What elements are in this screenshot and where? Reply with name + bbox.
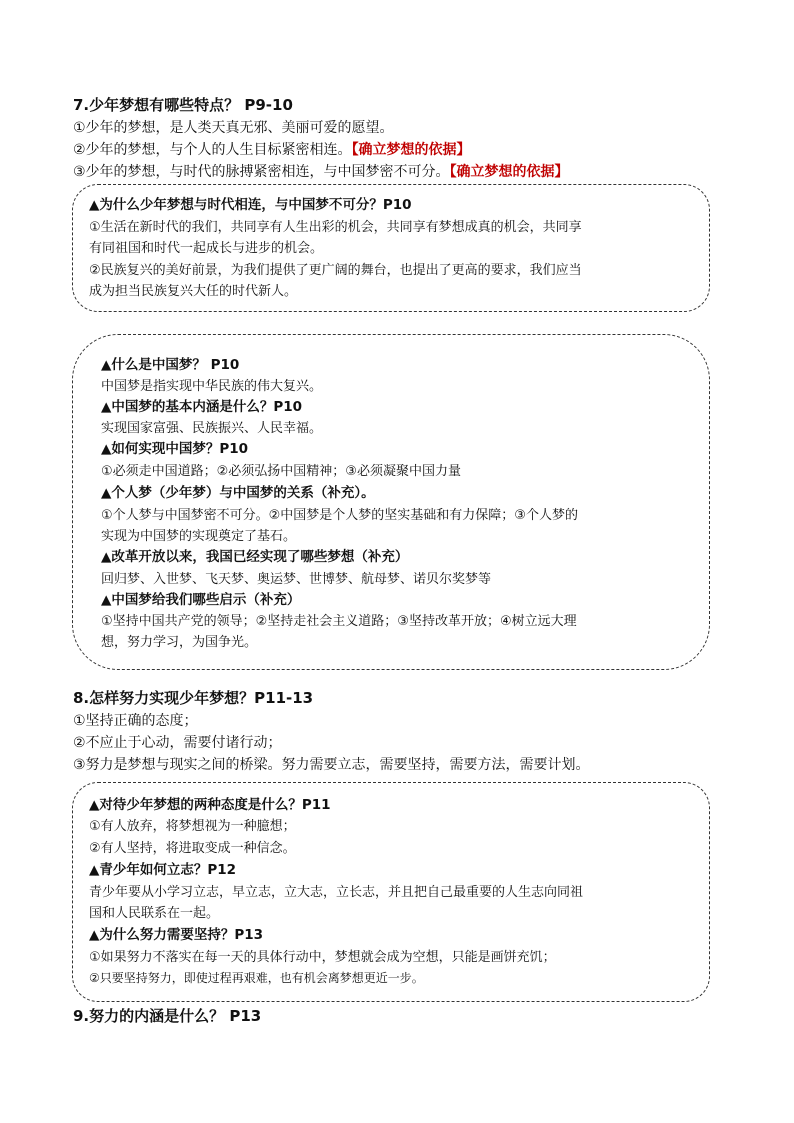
box-china-dream <box>72 334 710 670</box>
box-answer-line: ①如果努力不落实在每一天的具体行动中，梦想就会成为空想，只能是画饼充饥； <box>89 950 556 965</box>
box-answer-line: ①生活在新时代的我们，共同享有人生出彩的机会，共同享有梦想成真的机会，共同享 <box>89 220 582 235</box>
section-7-item-1 <box>73 117 394 139</box>
box-why-dream-linked <box>72 184 710 312</box>
box-question: ▲中国梦的基本内涵是什么？P10 <box>101 399 303 415</box>
box-answer-line: ①个人梦与中国梦密不可分。②中国梦是个人梦的坚实基础和有力保障；③个人梦的 <box>101 508 578 523</box>
section-7-item-2 <box>73 139 471 161</box>
box-answer-line: 想，努力学习，为国争光。 <box>101 635 258 650</box>
box-answer-line: 实现国家富强、民族振兴、人民幸福。 <box>101 421 323 436</box>
box-answer-line: 有同祖国和时代一起成长与进步的机会。 <box>89 241 324 256</box>
box-answer-line: 回归梦、入世梦、飞天梦、奥运梦、世博梦、航母梦、诺贝尔奖梦等 <box>101 572 492 587</box>
box-question: ▲为什么努力需要坚持？P13 <box>89 927 264 943</box>
section-8-title: 8.怎样努力实现少年梦想？P11-13 <box>73 689 314 707</box>
box-answer-line: 实现为中国梦的实现奠定了基石。 <box>101 529 297 544</box>
section-7-item-3 <box>73 161 569 183</box>
item-text: ③少年的梦想，与时代的脉搏紧密相连，与中国梦密不可分。 <box>73 164 450 180</box>
box-answer-line: ①坚持中国共产党的领导；②坚持走社会主义道路；③坚持改革开放；④树立远大理 <box>101 614 577 629</box>
box-answer-line: 中国梦是指实现中华民族的伟大复兴。 <box>101 379 323 394</box>
box-question: ▲为什么少年梦想与时代相连，与中国梦不可分？P10 <box>89 197 412 213</box>
box-answer-line: 国和人民联系在一起。 <box>89 906 220 921</box>
box-question: ▲青少年如何立志？P12 <box>89 862 237 878</box>
box-question: ▲什么是中国梦？ P10 <box>101 357 240 373</box>
box-answer-line: ①必须走中国道路；②必须弘扬中国精神；③必须凝聚中国力量 <box>101 464 461 479</box>
box-question: ▲改革开放以来，我国已经实现了哪些梦想（补充） <box>101 549 409 565</box>
box-answer-line: 成为担当民族复兴大任的时代新人。 <box>89 284 298 299</box>
basis-tag: 【确立梦想的依据】 <box>449 164 569 180</box>
box-answer-line: ②民族复兴的美好前景，为我们提供了更广阔的舞台，也提出了更高的要求，我们应当 <box>89 263 582 278</box>
box-answer-line: 青少年要从小学习立志，早立志，立大志，立长志，并且把自己最重要的人生志向同祖 <box>89 885 584 900</box>
item-text: ②少年的梦想，与个人的人生目标紧密相连。 <box>73 142 352 158</box>
box-question: ▲个人梦（少年梦）与中国梦的关系（补充）。 <box>101 485 375 501</box>
box-question: ▲中国梦给我们哪些启示（补充） <box>101 592 301 608</box>
section-9-title: 9.努力的内涵是什么？ P13 <box>73 1007 262 1025</box>
box-question: ▲对待少年梦想的两种态度是什么？P11 <box>89 797 331 813</box>
box-answer-line: ②有人坚持，将进取变成一种信念。 <box>89 841 296 856</box>
item-text: ①少年的梦想，是人类天真无邪、美丽可爱的愿望。 <box>73 120 394 136</box>
section-8-line: ②不应止于心动，需要付诸行动； <box>73 735 282 751</box>
section-8-line: ③努力是梦想与现实之间的桥梁。努力需要立志，需要坚持，需要方法，需要计划。 <box>73 757 590 773</box>
section-8-line: ①坚持正确的态度； <box>73 713 198 729</box>
box-answer-line: ①有人放弃，将梦想视为一种臆想； <box>89 819 296 834</box>
box-answer-line: ②只要坚持努力，即使过程再艰难，也有机会离梦想更近一步。 <box>89 971 424 985</box>
basis-tag: 【确立梦想的依据】 <box>351 142 471 158</box>
box-question: ▲如何实现中国梦？P10 <box>101 441 249 457</box>
section-7-title: 7.少年梦想有哪些特点？ P9-10 <box>73 96 293 114</box>
box-effort <box>72 782 710 1002</box>
